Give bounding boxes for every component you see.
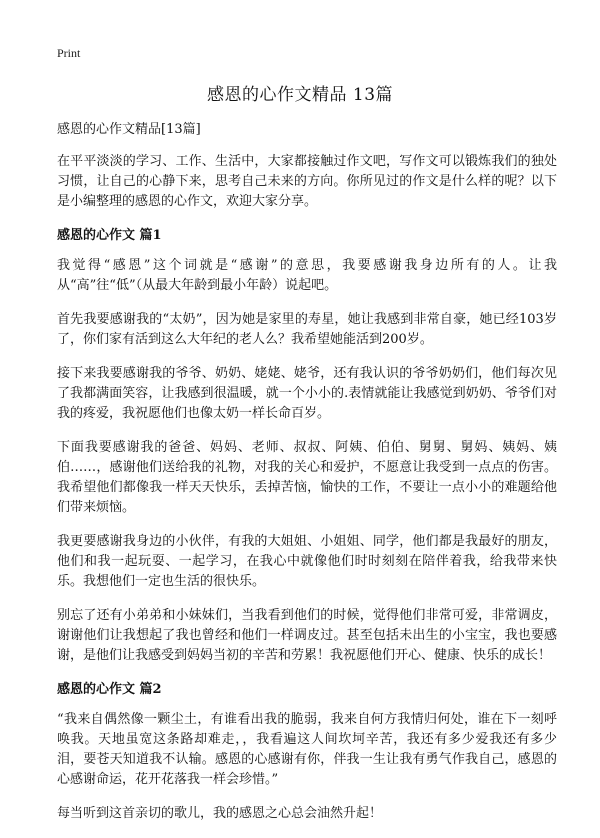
paragraph: 我更要感谢我身边的小伙伴，有我的大姐姐、小姐姐、同学，他们都是我最好的朋友，他们和我一起玩耍、一起学习，在我心中就像他们时时刻刻在陪伴着我，给我带来快乐。我想他们一定也生活的很快乐。	[57, 534, 557, 589]
article-body	[57, 120, 557, 838]
paragraph: 下面我要感谢我的爸爸、妈妈、老师、叔叔、阿姨、伯伯、舅舅、舅妈、姨妈、姨伯……，感谢他们送给我的礼物，对我的关心和爱护，不愿意让我受到一点点的伤害。我希望他们都像我一样天天快乐，丢掉苦恼，愉快的工作，不要让一点小小的难题给他们带来烦恼。	[57, 440, 557, 515]
intro-paragraph: 在平平淡淡的学习、工作、生活中，大家都接触过作文吧，写作文可以锻炼我们的独处习惯，让自己的心静下来，思考自己未来的方向。你所见过的作文是什么样的呢？以下是小编整理的感恩的心作文，欢迎大家分享。	[57, 154, 557, 209]
print-link[interactable]: Print	[57, 46, 81, 60]
paragraph: 别忘了还有小弟弟和小妹妹们，当我看到他们的时候，觉得他们非常可爱，非常调皮，谢谢他们让我想起了我也曾经和他们一样调皮过。甚至包括未出生的小宝宝，我也要感谢，是他们让我感受到妈妈当初的辛苦和劳累！我祝愿他们开心、健康、快乐的成长！	[57, 608, 557, 663]
section-1	[57, 226, 557, 666]
paragraph: 接下来我要感谢我的爷爷、奶奶、姥姥、姥爷，还有我认识的爷爷奶奶们，他们每次见了我都满面笑容，让我感到很温暖，就一个小小的.表情就能让我感觉到奶奶、爷爷们对我的疼爱，我祝愿他们也像太奶一样长命百岁。	[57, 366, 557, 421]
paragraph: “我来自偶然像一颗尘土，有谁看出我的脆弱，我来自何方我情归何处，谁在下一刻呼唤我。天地虽宽这条路却难走，，我看遍这人间坎坷辛苦，我还有多少爱我还有多少泪，要苍天知道我不认输。感恩的心感谢有你，伴我一生让我有勇气作我自己，感恩的心感谢命运，花开花落我一样会珍惜。”	[57, 712, 557, 787]
paragraph: 首先我要感谢我的“太奶”，因为她是家里的寿星，她让我感到非常自豪，她已经103岁了，你们家有活到这么大年纪的老人么？我希望她能活到200岁。	[57, 312, 557, 347]
page-title: 感恩的心作文精品 13篇	[206, 85, 394, 105]
section-heading: 感恩的心作文 篇2	[57, 682, 162, 697]
paragraph: 我觉得“感恩”这个词就是“感谢”的意思，我要感谢我身边所有的人。让我从“高”往“低”（从最大年龄到最小年龄）说起吧。	[57, 258, 557, 293]
document-subtitle: 感恩的心作文精品[13篇]	[57, 122, 201, 137]
section-heading: 感恩的心作文 篇1	[57, 228, 162, 243]
paragraph: 每当听到这首亲切的歌儿，我的感恩之心总会油然升起！	[57, 806, 383, 821]
section-2	[57, 680, 557, 824]
